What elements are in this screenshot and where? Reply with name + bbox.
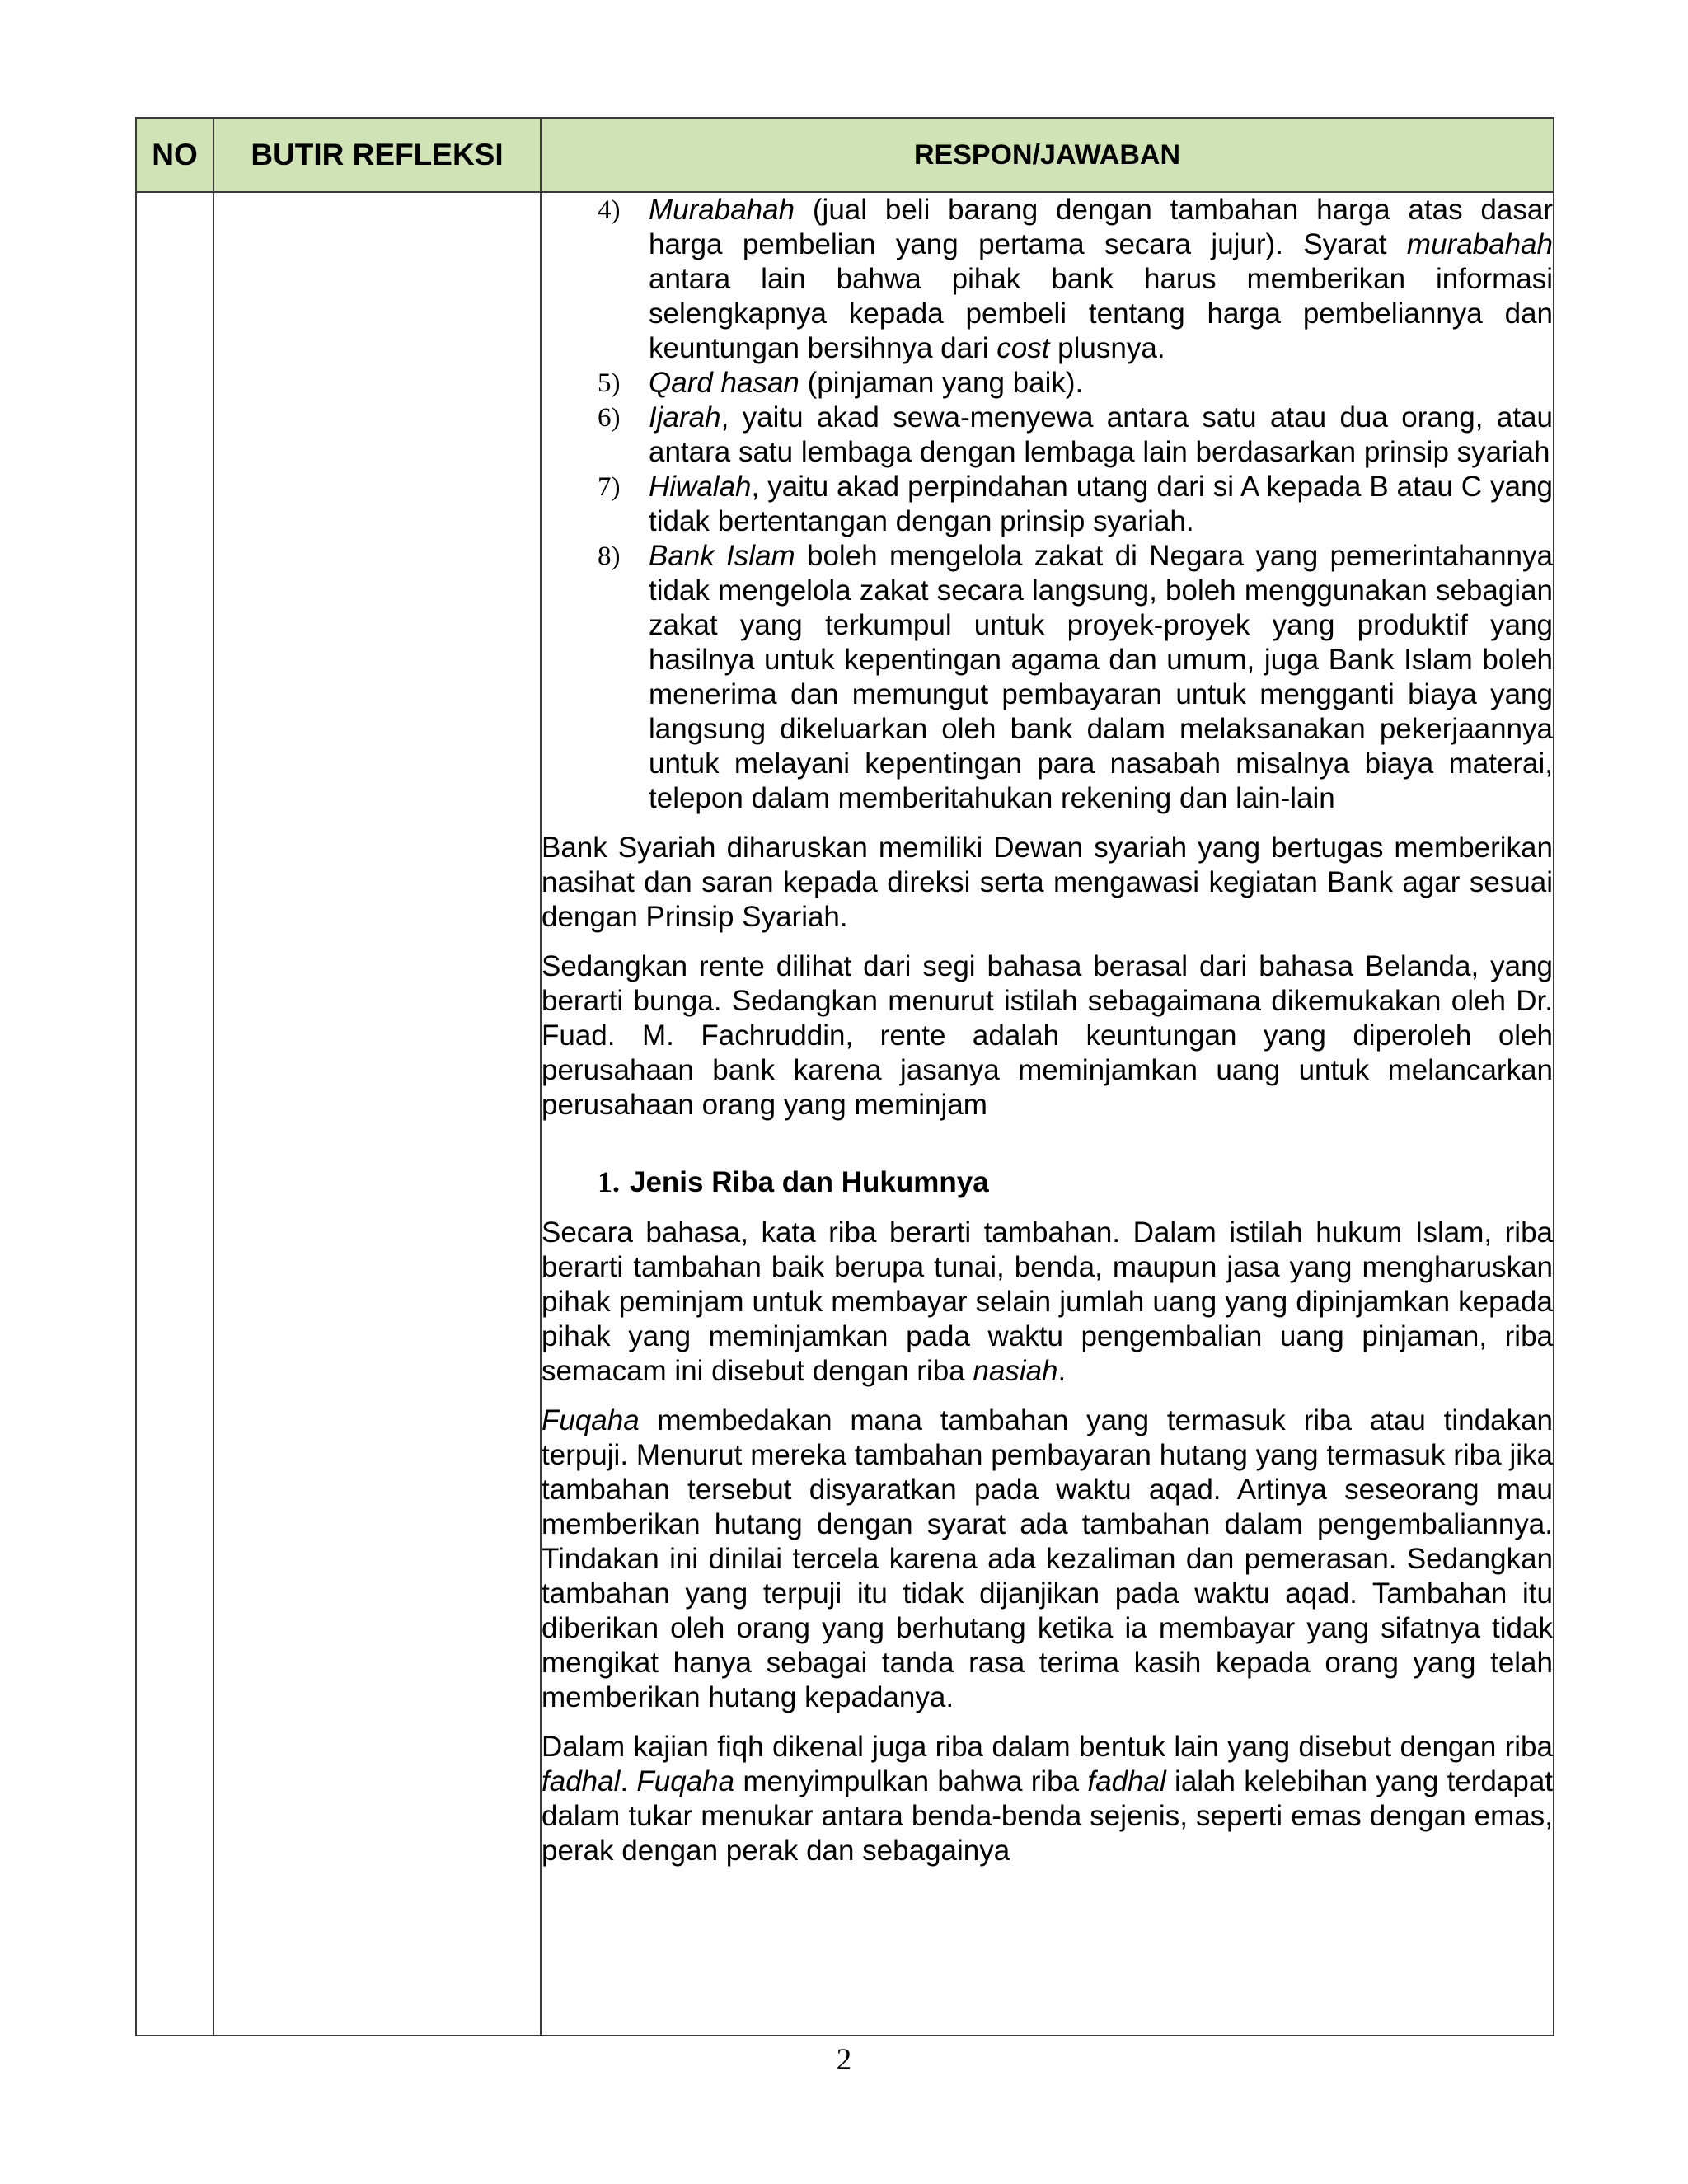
cell-butir bbox=[213, 192, 541, 2036]
list-item-number: 7) bbox=[598, 472, 621, 502]
section-heading bbox=[598, 1164, 1553, 1201]
list-item-text: Murabahah (jual beli barang dengan tambahan harga atas dasar harga pembelian yang pertama secara jujur). Syarat murabahah antara lain bahwa pihak bank harus memberikan informasi selengkapnya kepada pembeli tentang harga pembeliannya dan keuntungan bersihnya dari cost plusnya. bbox=[649, 194, 1553, 364]
italic-term: murabahah bbox=[1406, 228, 1553, 260]
list-item bbox=[598, 539, 1553, 816]
list-item bbox=[598, 193, 1553, 366]
section-heading-number: 1. bbox=[598, 1165, 620, 1198]
list-item-number: 5) bbox=[598, 368, 621, 398]
table-row bbox=[136, 192, 1554, 2036]
section-heading-title: Jenis Riba dan Hukumnya bbox=[630, 1166, 989, 1198]
paragraph-dewan-syariah: Bank Syariah diharuskan memiliki Dewan syariah yang bertugas memberikan nasihat dan saran kepada direksi serta mengawasi kegiatan Bank agar sesuai dengan Prinsip Syariah. bbox=[542, 832, 1553, 933]
paragraph-fuqaha: Fuqaha membedakan mana tambahan yang termasuk riba atau tindakan terpuji. Menurut mereka tambahan pembayaran hutang yang termasuk riba jika tambahan tersebut disyaratkan pada waktu aqad. Artinya seseorang mau memberikan hutang dengan syarat ada tambahan dalam pengembaliannya. Tindakan ini dinilai tercela karena ada kezaliman dan pemerasan. Sedangkan tambahan yang terpuji itu tidak dijanjikan pada waktu aqad. Tambahan itu diberikan oleh orang yang berhutang ketika ia membayar yang sifatnya tidak mengikat hanya sebagai tanda rasa terima kasih kepada orang yang telah memberikan hutang kepadanya. bbox=[542, 1404, 1553, 1713]
header-respon-jawaban: RESPON/JAWABAN bbox=[541, 118, 1554, 192]
italic-term: fadhal bbox=[542, 1765, 621, 1797]
numbered-list bbox=[542, 193, 1553, 816]
italic-term: Ijarah bbox=[649, 401, 721, 434]
reflection-table bbox=[135, 117, 1554, 2036]
italic-term: Qard hasan bbox=[649, 367, 799, 399]
italic-term: Bank Islam bbox=[649, 540, 795, 572]
italic-term: fadhal bbox=[1087, 1765, 1166, 1797]
cell-no bbox=[136, 192, 213, 2036]
list-item-text: Qard hasan (pinjaman yang baik). bbox=[649, 367, 1084, 399]
italic-term: Fuqaha bbox=[542, 1404, 640, 1436]
list-item-number: 4) bbox=[598, 195, 621, 225]
list-item-text: Hiwalah, yaitu akad perpindahan utang dari si A kepada B atau C yang tidak bertentangan dengan prinsip syariah. bbox=[649, 471, 1553, 537]
italic-term: cost bbox=[996, 332, 1050, 364]
page-number: 2 bbox=[836, 2043, 852, 2077]
list-item bbox=[598, 401, 1553, 470]
list-item-text: Bank Islam boleh mengelola zakat di Negara yang pemerintahannya tidak mengelola zakat secara langsung, boleh menggunakan sebagian zakat yang terkumpul untuk proyek-proyek yang produktif yang hasilnya untuk kepentingan agama dan umum, juga Bank Islam boleh menerima dan memungut pembayaran untuk mengganti biaya yang langsung dikeluarkan oleh bank dalam melaksanakan pekerjaannya untuk melayani kepentingan para nasabah misalnya biaya materai, telepon dalam memberitahukan rekening dan lain-lain bbox=[649, 540, 1553, 814]
italic-term: nasiah bbox=[973, 1355, 1058, 1387]
paragraph-riba-nasiah: Secara bahasa, kata riba berarti tambahan. Dalam istilah hukum Islam, riba berarti tambahan baik berupa tunai, benda, maupun jasa yang mengharuskan pihak peminjam untuk membayar selain jumlah uang yang dipinjamkan kepada pihak yang meminjamkan pada waktu pengembalian uang pinjaman, riba semacam ini disebut dengan riba nasiah. bbox=[542, 1216, 1553, 1387]
italic-term: Fuqaha bbox=[636, 1765, 735, 1797]
italic-term: Hiwalah bbox=[649, 471, 752, 503]
header-butir-refleksi: BUTIR REFLEKSI bbox=[213, 118, 541, 192]
table-header-row bbox=[136, 118, 1554, 192]
list-item-number: 6) bbox=[598, 403, 621, 433]
list-item bbox=[598, 366, 1553, 401]
italic-term: Murabahah bbox=[649, 194, 795, 226]
list-item-number: 8) bbox=[598, 541, 621, 571]
paragraph-riba-fadhal: Dalam kajian fiqh dikenal juga riba dalam bentuk lain yang disebut dengan riba fadhal. Fuqaha menyimpulkan bahwa riba fadhal ialah kelebihan yang terdapat dalam tukar menukar antara benda-benda sejenis, seperti emas dengan emas, perak dengan perak dan sebagainya bbox=[542, 1731, 1554, 1867]
paragraph-rente: Sedangkan rente dilihat dari segi bahasa berasal dari bahasa Belanda, yang berarti bunga. Sedangkan menurut istilah sebagaimana dikemukakan oleh Dr. Fuad. M. Fachruddin, rente adalah keuntungan yang diperoleh oleh perusahaan bank karena jasanya meminjamkan uang untuk melancarkan perusahaan orang yang meminjam bbox=[542, 950, 1553, 1121]
cell-respon bbox=[541, 192, 1554, 2036]
list-item-text: Ijarah, yaitu akad sewa-menyewa antara satu atau dua orang, atau antara satu lembaga dengan lembaga lain berdasarkan prinsip syariah bbox=[649, 401, 1553, 468]
list-item bbox=[598, 470, 1553, 539]
header-no: NO bbox=[136, 118, 213, 192]
